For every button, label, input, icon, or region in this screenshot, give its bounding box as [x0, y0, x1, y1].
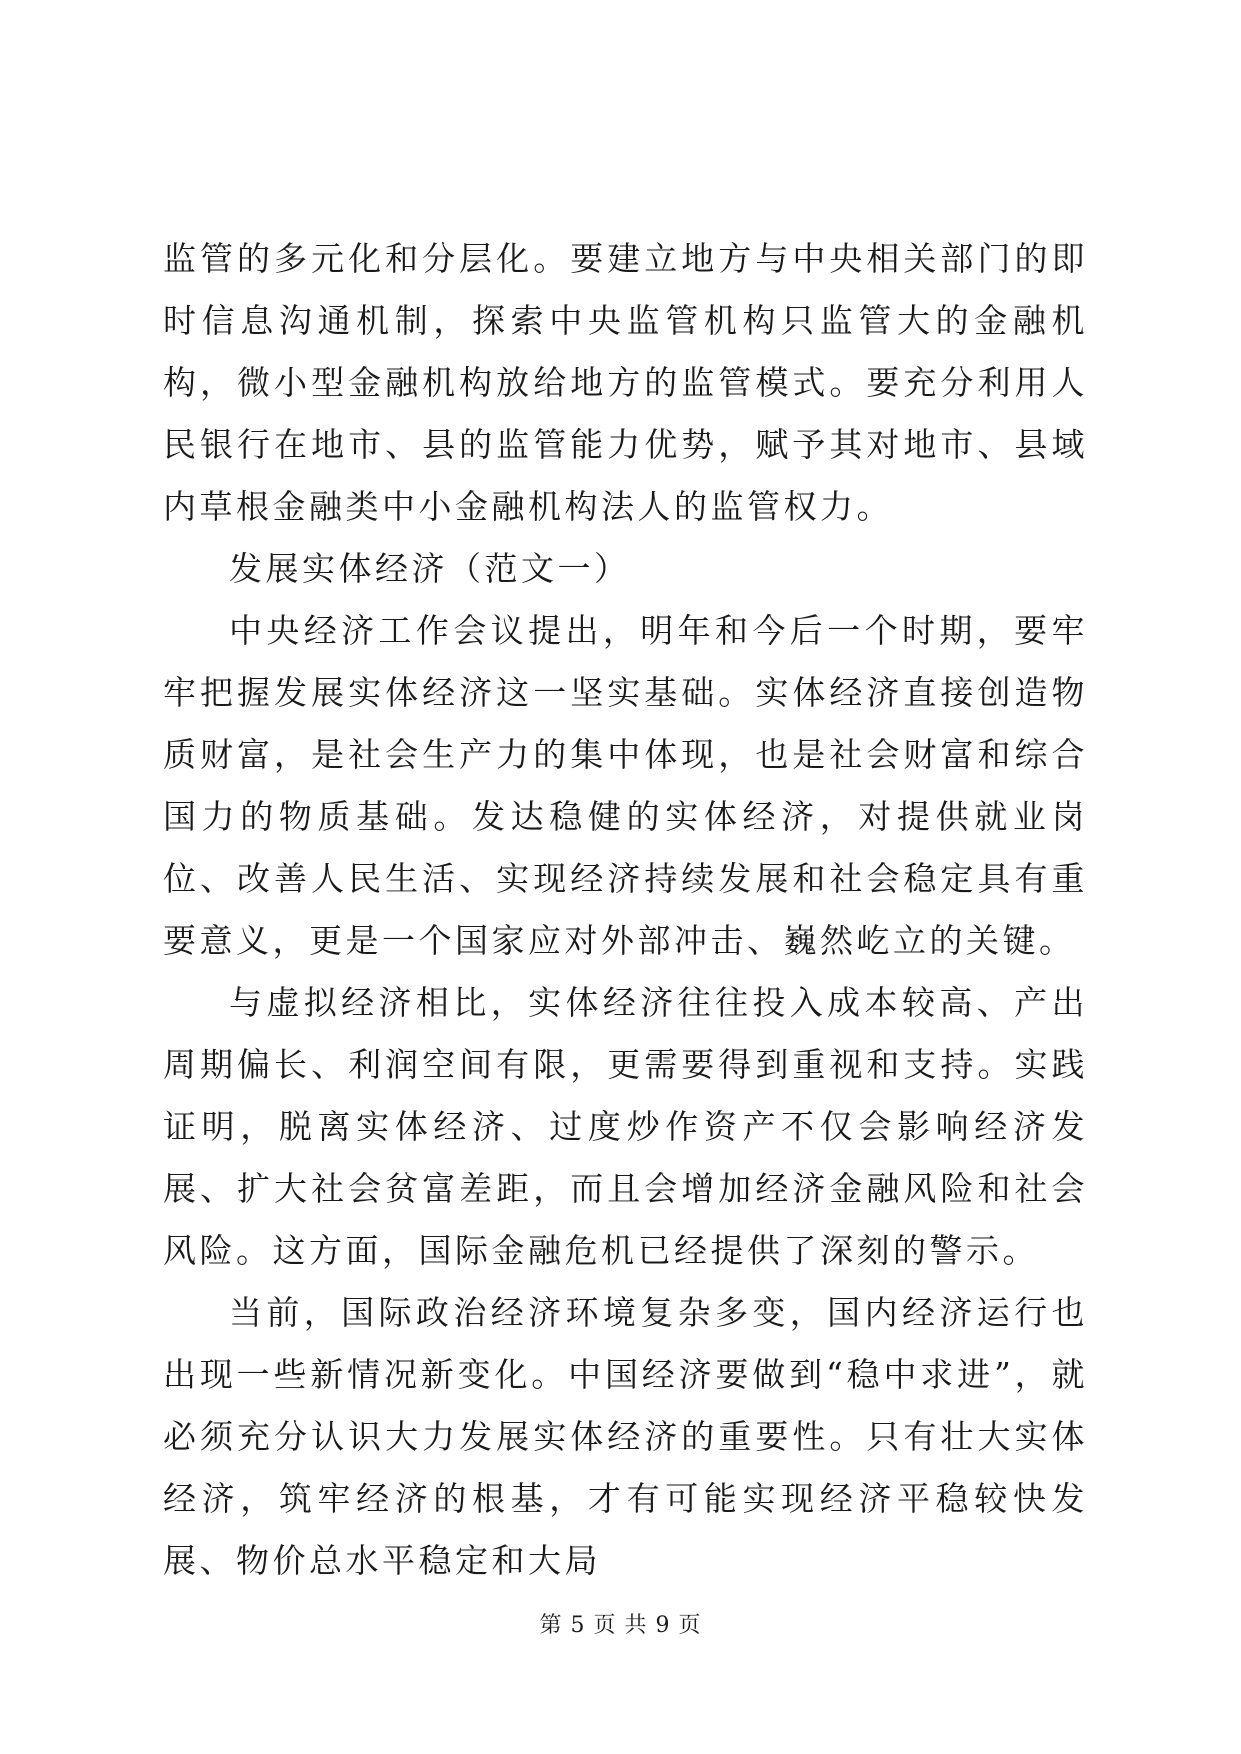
paragraph: 中央经济工作会议提出，明年和今后一个时期，要牢牢把握发展实体经济这一坚实基础。实体经济直接创造物质财富，是社会生产力的集中体现，也是社会财富和综合国力的物质基础。发达稳健的实体经济，对提供就业岗位、改善人民生活、实现经济持续发展和社会稳定具有重要意义，更是一个国家应对外部冲击、巍然屹立的关键。 [163, 611, 1088, 960]
page-number: 第 5 页 共 9 页 [539, 1613, 702, 1638]
section-heading: 发展实体经济（范文一） [229, 549, 631, 588]
paragraph-continuation: 监管的多元化和分层化。要建立地方与中央相关部门的即时信息沟通机制，探索中央监管机构只监管大的金融机构，微小型金融机构放给地方的监管模式。要充分利用人民银行在地市、县的监管能力优势，赋予其对地市、县域内草根金融类中小金融机构法人的监管权力。 [163, 239, 1088, 526]
paragraph: 与虚拟经济相比，实体经济往往投入成本较高、产出周期偏长、利润空间有限，更需要得到重视和支持。实践证明，脱离实体经济、过度炒作资产不仅会影响经济发展、扩大社会贫富差距，而且会增加经济金融风险和社会风险。这方面，国际金融危机已经提供了深刻的警示。 [163, 983, 1088, 1270]
page-footer [0, 1608, 1241, 1639]
document-body [163, 228, 1088, 1592]
paragraph: 当前，国际政治经济环境复杂多变，国内经济运行也出现一些新情况新变化。中国经济要做到“稳中求进”，就必须充分认识大力发展实体经济的重要性。只有壮大实体经济，筑牢经济的根基，才有可能实现经济平稳较快发展、物价总水平稳定和大局 [163, 1293, 1088, 1580]
